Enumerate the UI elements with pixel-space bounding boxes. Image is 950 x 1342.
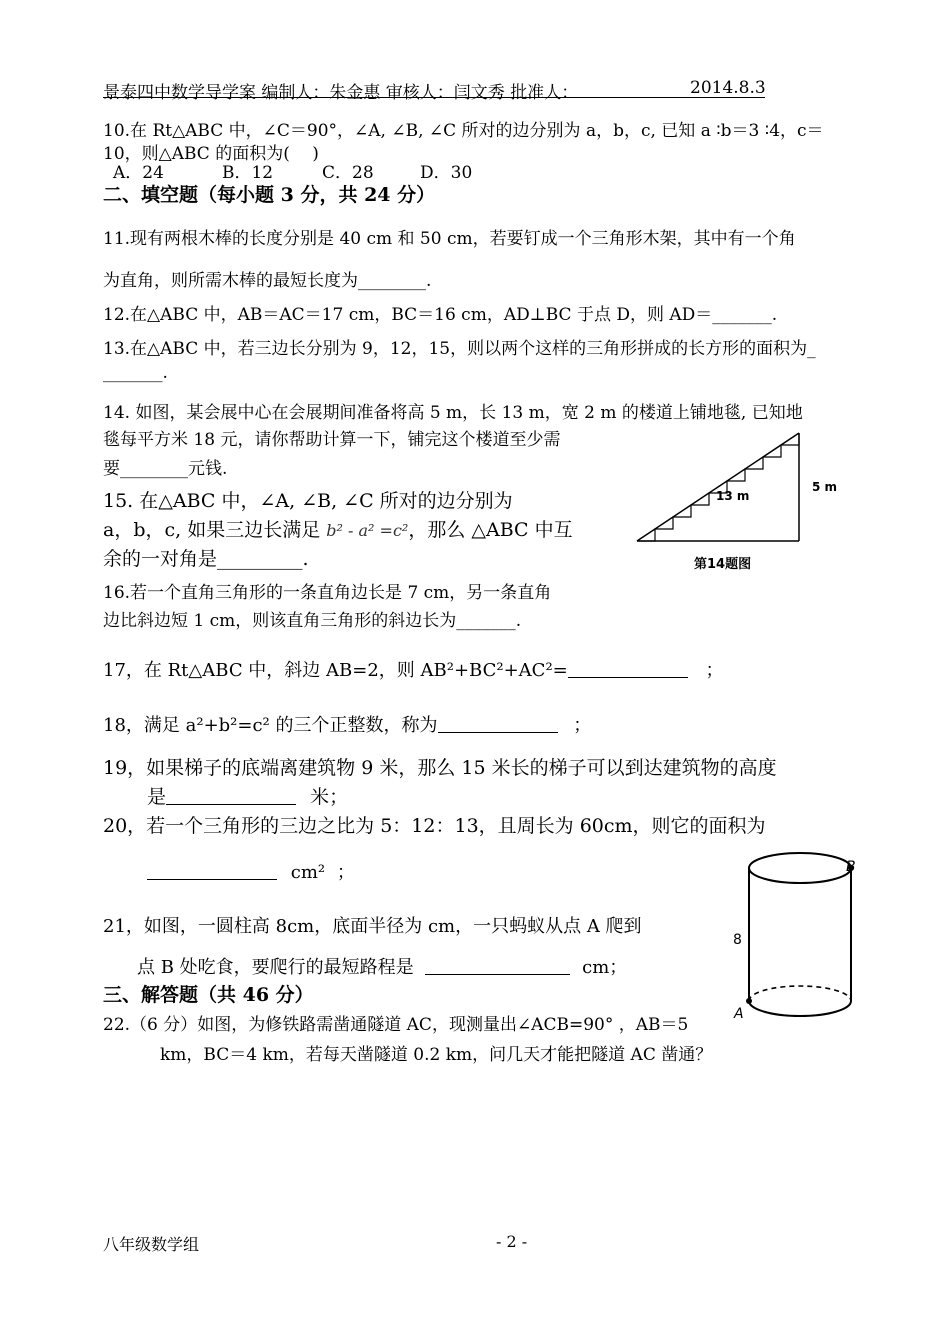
q17-prefix: 17，在 Rt△ABC 中，斜边 AB=2，则 AB²+BC²+AC²= — [103, 660, 568, 681]
staircase-figure — [632, 428, 852, 578]
staircase-caption: 第14题图 — [694, 557, 752, 572]
q20-suffix: ； — [336, 862, 355, 883]
q13-line2: _______. — [103, 363, 168, 383]
q19-blank — [166, 785, 296, 805]
cylinder-label-a: A — [734, 1006, 744, 1022]
q20-line1: 20，若一个三角形的三边之比为 5：12：13，且周长为 60cm，则它的面积为 — [103, 815, 766, 837]
q10-option-b: B．12 — [222, 163, 274, 183]
q15-line3: 余的一对角是_________. — [103, 548, 309, 570]
q15-line1: 15. 在△ABC 中，∠A, ∠B, ∠C 所对的边分别为 — [103, 490, 513, 512]
q14-line3: 要________元钱. — [103, 459, 228, 479]
q15-line2-a: a，b，c, 如果三边长满足 — [103, 519, 321, 541]
staircase-hyp-label: 13 m — [716, 489, 750, 503]
q13-line1: 13.在△ABC 中，若三边长分别为 9，12，15，则以两个这样的三角形拼成的长方形的面积为_ — [103, 339, 816, 359]
q14-line2: 毯每平方米 18 元，请你帮助计算一下，铺完这个楼道至少需 — [103, 430, 561, 450]
q17-blank — [568, 659, 688, 678]
q15-line2 — [103, 515, 573, 542]
footer-page-number: - 2 - — [496, 1232, 528, 1251]
q16-line1: 16.若一个直角三角形的一条直角边长是 7 cm，另一条直角 — [103, 583, 552, 603]
q21-line1: 21，如图，一圆柱高 8cm，底面半径为 cm，一只蚂蚁从点 A 爬到 — [103, 916, 642, 937]
q20-line2 — [147, 858, 355, 884]
q17-suffix: ； — [705, 660, 724, 681]
q10-line1: 10.在 Rt△ABC 中，∠C＝90°，∠A, ∠B, ∠C 所对的边分别为 a，b，c, 已知 a ∶b＝3 ∶4，c＝ — [103, 121, 824, 141]
q11-line2: 为直角，则所需木棒的最短长度为________. — [103, 271, 432, 291]
header-date: 2014.8.3 — [690, 78, 766, 98]
q12-text: 12.在△ABC 中，AB＝AC＝17 cm，BC＝16 cm，AD⊥BC 于点 D，则 AD＝_______. — [103, 305, 778, 325]
q18-suffix: ； — [573, 715, 592, 736]
staircase-height-label: 5 m — [812, 480, 838, 494]
q22-line2: km，BC＝4 km，若每天凿隧道 0.2 km，问几天才能把隧道 AC 凿通？ — [160, 1045, 713, 1065]
q19-line2 — [147, 782, 348, 809]
q10-option-a: A．24 — [113, 163, 164, 183]
q11-line1: 11.现有两根木棒的长度分别是 40 cm 和 50 cm，若要钉成一个三角形木架，其中有一个角 — [103, 229, 796, 249]
q15-line2-b: ，那么 △ABC 中互 — [408, 519, 573, 541]
q19-line2-a: 是 — [147, 786, 167, 808]
q18-line — [103, 711, 591, 737]
cylinder-height-label: 8 — [733, 932, 742, 948]
q21-blank — [425, 956, 570, 975]
section-3-title: 三、解答题（共 46 分） — [103, 984, 314, 1006]
q21-line2 — [137, 953, 627, 979]
q21-line2-b: cm； — [582, 957, 628, 978]
q10-option-c: C．28 — [322, 163, 374, 183]
cylinder-label-b: B — [846, 859, 856, 875]
q20-unit: cm² — [290, 862, 326, 883]
q10-line2: 10，则△ABC 的面积为( ) — [103, 144, 319, 164]
q14-line1: 14. 如图，某会展中心在会展期间准备将高 5 m，长 13 m，宽 2 m 的楼道上铺地毯, 已知地 — [103, 403, 803, 423]
q22-line1: 22.（6 分）如图，为修铁路需凿通隧道 AC，现测量出∠ACB=90° ，AB＝5 — [103, 1015, 689, 1035]
footer-left: 八年级数学组 — [103, 1235, 200, 1254]
q16-line2: 边比斜边短 1 cm，则该直角三角形的斜边长为_______. — [103, 611, 522, 631]
q17-line — [103, 656, 723, 682]
header-rule — [103, 97, 765, 98]
header-text: 景泰四中数学导学案 编制人：朱金惠 审核人：闫文秀 批准人： — [103, 83, 579, 103]
q19-line1: 19，如果梯子的底端离建筑物 9 米，那么 15 米长的梯子可以到达建筑物的高度 — [103, 757, 777, 779]
q20-blank — [147, 861, 277, 880]
q15-formula: b² - a² =c² — [326, 521, 409, 540]
cylinder-figure — [728, 846, 864, 1028]
q10-option-d: D．30 — [420, 163, 473, 183]
q18-blank — [438, 714, 558, 733]
q18-prefix: 18，满足 a²+b²=c² 的三个正整数，称为 — [103, 715, 438, 736]
section-2-title: 二、填空题（每小题 3 分，共 24 分） — [103, 184, 436, 206]
q21-line2-a: 点 B 处吃食，要爬行的最短路程是 — [137, 957, 414, 978]
q19-line2-b: 米； — [310, 786, 349, 808]
